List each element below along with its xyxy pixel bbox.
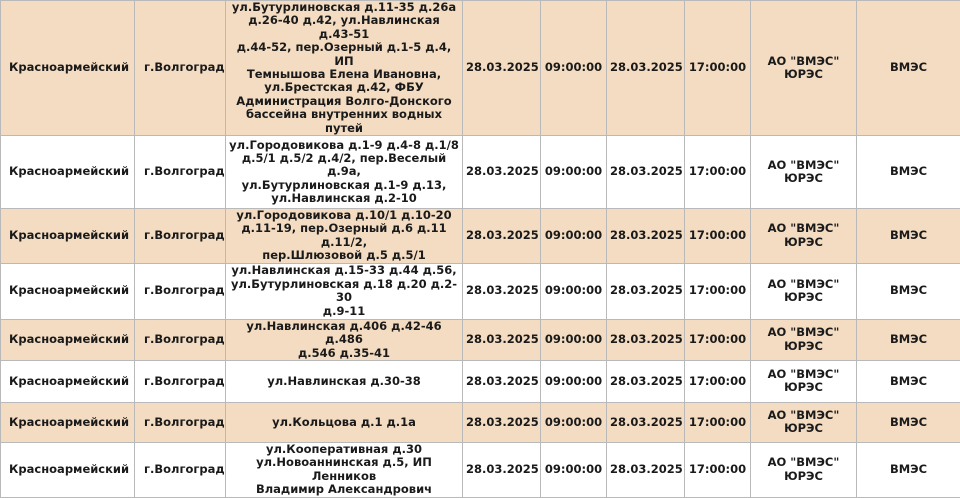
- start-date-cell: 28.03.2025: [463, 360, 541, 402]
- address-line: д.5/1 д.5/2 д.4/2, пер.Веселый д.9а,: [229, 152, 459, 179]
- end-time-cell: 17:00:00: [685, 263, 751, 319]
- city-cell: г.Волгоград: [135, 442, 226, 497]
- organization-cell: [751, 209, 857, 264]
- end-date-cell: 28.03.2025: [607, 136, 685, 209]
- address-line: Владимир Александрович: [229, 483, 459, 496]
- organization-cell: [751, 442, 857, 497]
- address-line: ул.Городовикова д.1-9 д.4-8 д.1/8: [229, 139, 459, 152]
- address-line: ул.Кольцова д.1 д.1а: [229, 416, 459, 429]
- start-date-cell: 28.03.2025: [463, 1, 541, 136]
- end-time-cell: 17:00:00: [685, 442, 751, 497]
- table-row: [1, 442, 960, 497]
- start-date-cell: 28.03.2025: [463, 263, 541, 319]
- city-cell: г.Волгоград: [135, 402, 226, 442]
- table-row: [1, 136, 960, 209]
- end-time-cell: 17:00:00: [685, 136, 751, 209]
- organization-unit: ЮРЭС: [754, 68, 853, 81]
- end-date-cell: 28.03.2025: [607, 360, 685, 402]
- start-time-cell: 09:00:00: [541, 442, 607, 497]
- organization-unit: ЮРЭС: [754, 172, 853, 185]
- end-date-cell: 28.03.2025: [607, 442, 685, 497]
- organization-cell: [751, 319, 857, 360]
- address-line: ул.Бутурлиновская д.18 д.20 д.2-30: [229, 278, 459, 305]
- district-cell: Красноармейский: [1, 209, 135, 264]
- address-line: ул.Городовикова д.10/1 д.10-20: [229, 209, 459, 222]
- end-date-cell: 28.03.2025: [607, 209, 685, 264]
- start-time-cell: 09:00:00: [541, 319, 607, 360]
- address-line: бассейна внутренних водных путей: [229, 108, 459, 135]
- table-row: [1, 263, 960, 319]
- address-line: д.9-11: [229, 305, 459, 318]
- network-cell: ВМЭС: [857, 263, 960, 319]
- address-cell: [226, 136, 463, 209]
- address-line: ул.Навлинская д.406 д.42-46 д.486: [229, 320, 459, 347]
- city-cell: г.Волгоград: [135, 1, 226, 136]
- network-cell: ВМЭС: [857, 402, 960, 442]
- network-cell: ВМЭС: [857, 209, 960, 264]
- district-cell: Красноармейский: [1, 360, 135, 402]
- start-time-cell: 09:00:00: [541, 209, 607, 264]
- organization-name: АО "ВМЭС": [754, 326, 853, 339]
- address-line: д.546 д.35-41: [229, 347, 459, 360]
- address-cell: [226, 402, 463, 442]
- address-cell: [226, 209, 463, 264]
- start-date-cell: 28.03.2025: [463, 209, 541, 264]
- organization-name: АО "ВМЭС": [754, 278, 853, 291]
- address-line: д.11-19, пер.Озерный д.6 д.11 д.11/2,: [229, 222, 459, 249]
- organization-unit: ЮРЭС: [754, 340, 853, 353]
- district-cell: Красноармейский: [1, 1, 135, 136]
- address-line: ул.Бутурлиновская д.11-35 д.26а: [229, 1, 459, 14]
- address-cell: [226, 360, 463, 402]
- end-date-cell: 28.03.2025: [607, 1, 685, 136]
- start-time-cell: 09:00:00: [541, 360, 607, 402]
- network-cell: ВМЭС: [857, 442, 960, 497]
- organization-unit: ЮРЭС: [754, 381, 853, 394]
- start-date-cell: 28.03.2025: [463, 319, 541, 360]
- table-row: [1, 402, 960, 442]
- organization-cell: [751, 402, 857, 442]
- district-cell: Красноармейский: [1, 263, 135, 319]
- address-line: ул.Кооперативная д.30: [229, 443, 459, 456]
- address-line: пер.Шлюзовой д.5 д.5/1: [229, 249, 459, 262]
- city-cell: г.Волгоград: [135, 360, 226, 402]
- end-date-cell: 28.03.2025: [607, 319, 685, 360]
- organization-unit: ЮРЭС: [754, 422, 853, 435]
- city-cell: г.Волгоград: [135, 319, 226, 360]
- table-row: [1, 360, 960, 402]
- network-cell: ВМЭС: [857, 319, 960, 360]
- start-time-cell: 09:00:00: [541, 1, 607, 136]
- address-cell: [226, 263, 463, 319]
- organization-name: АО "ВМЭС": [754, 368, 853, 381]
- district-cell: Красноармейский: [1, 319, 135, 360]
- address-line: ул.Бутурлиновская д.1-9 д.13,: [229, 179, 459, 192]
- address-line: д.44-52, пер.Озерный д.1-5 д.4, ИП: [229, 41, 459, 68]
- organization-unit: ЮРЭС: [754, 470, 853, 483]
- city-cell: г.Волгоград: [135, 263, 226, 319]
- start-time-cell: 09:00:00: [541, 402, 607, 442]
- start-date-cell: 28.03.2025: [463, 442, 541, 497]
- organization-name: АО "ВМЭС": [754, 456, 853, 469]
- end-time-cell: 17:00:00: [685, 402, 751, 442]
- end-time-cell: 17:00:00: [685, 360, 751, 402]
- network-cell: ВМЭС: [857, 1, 960, 136]
- end-time-cell: 17:00:00: [685, 1, 751, 136]
- table-row: [1, 209, 960, 264]
- city-cell: г.Волгоград: [135, 136, 226, 209]
- start-date-cell: 28.03.2025: [463, 402, 541, 442]
- network-cell: ВМЭС: [857, 360, 960, 402]
- address-line: ул.Навлинская д.30-38: [229, 375, 459, 388]
- address-line: ул.Навлинская д.15-33 д.44 д.56,: [229, 264, 459, 277]
- address-cell: [226, 1, 463, 136]
- organization-name: АО "ВМЭС": [754, 55, 853, 68]
- start-time-cell: 09:00:00: [541, 263, 607, 319]
- address-cell: [226, 442, 463, 497]
- address-line: д.26-40 д.42, ул.Навлинская д.43-51: [229, 14, 459, 41]
- address-line: Администрация Волго-Донского: [229, 95, 459, 108]
- end-time-cell: 17:00:00: [685, 209, 751, 264]
- organization-name: АО "ВМЭС": [754, 222, 853, 235]
- organization-unit: ЮРЭС: [754, 291, 853, 304]
- organization-cell: [751, 360, 857, 402]
- district-cell: Красноармейский: [1, 136, 135, 209]
- address-line: ул.Навлинская д.2-10: [229, 192, 459, 205]
- organization-cell: [751, 1, 857, 136]
- start-time-cell: 09:00:00: [541, 136, 607, 209]
- end-time-cell: 17:00:00: [685, 319, 751, 360]
- address-line: ул.Брестская д.42, ФБУ: [229, 81, 459, 94]
- end-date-cell: 28.03.2025: [607, 263, 685, 319]
- organization-name: АО "ВМЭС": [754, 409, 853, 422]
- district-cell: Красноармейский: [1, 442, 135, 497]
- start-date-cell: 28.03.2025: [463, 136, 541, 209]
- table-row: [1, 319, 960, 360]
- organization-cell: [751, 136, 857, 209]
- address-line: Темнышова Елена Ивановна,: [229, 68, 459, 81]
- table-row: [1, 1, 960, 136]
- district-cell: Красноармейский: [1, 402, 135, 442]
- organization-name: АО "ВМЭС": [754, 159, 853, 172]
- network-cell: ВМЭС: [857, 136, 960, 209]
- organization-unit: ЮРЭС: [754, 236, 853, 249]
- address-cell: [226, 319, 463, 360]
- end-date-cell: 28.03.2025: [607, 402, 685, 442]
- city-cell: г.Волгоград: [135, 209, 226, 264]
- organization-cell: [751, 263, 857, 319]
- address-line: ул.Новоаннинская д.5, ИП Ленников: [229, 456, 459, 483]
